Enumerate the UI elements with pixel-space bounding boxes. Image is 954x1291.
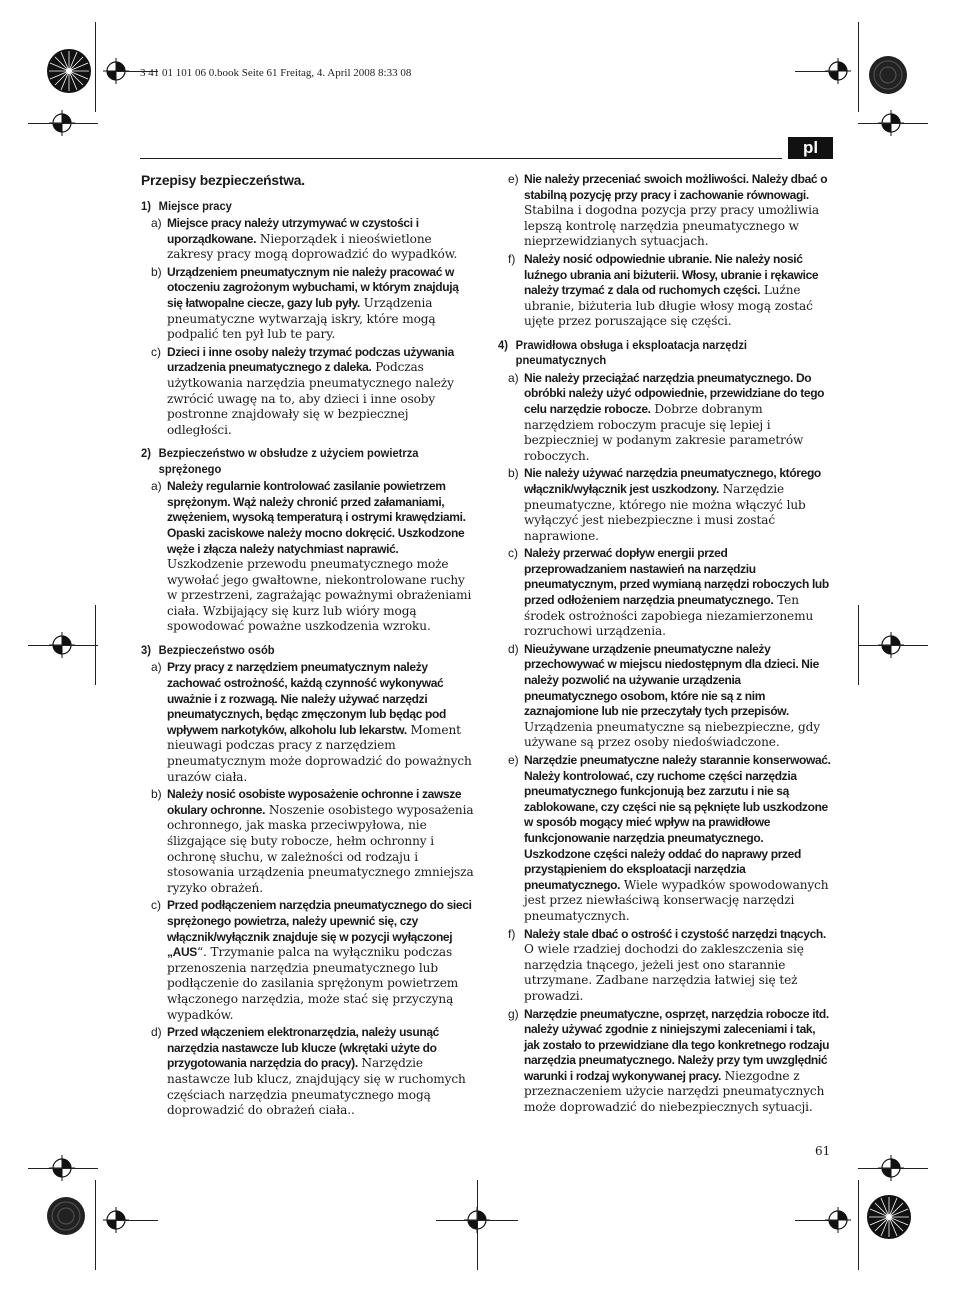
list-item [141,787,475,896]
page-number: 61 [815,1144,831,1158]
item-bold-text: Nie należy przeceniać swoich możliwości. Należy dbać o stabilną pozycję przy pracy i zachowanie równowagi. [524,172,828,202]
item-bold-text: Należy nosić osobiste wyposażenie ochronne i zawsze okulary ochronne. [167,787,462,817]
item-letter: c) [151,898,161,913]
section-number: 2) [141,446,151,461]
item-body [524,546,832,640]
item-text: Nieporządek i nieoświetlone zakresy pracy mogą doprowadzić do wypadków. [167,231,458,262]
running-head: 3 41 01 101 06 0.book Seite 61 Freitag, 4. April 2008 8:33 08 [140,67,412,79]
list-item [498,371,832,465]
section-number: 4) [498,337,508,352]
list-item [498,642,832,751]
list-item [498,927,832,1005]
right-sections [498,172,832,1116]
item-letter: a) [508,370,519,385]
item-body [167,216,475,263]
item-bold-text: Narzędzie pneumatyczne, osprzęt, narzędzia robocze itd. należy używać zgodnie z niniejszymi zaleceniami i tak, jak zostało to przewidziane dla tego konkretnego rodzaju narzędzia pneumatycznego. Należy przy tym uwzględnić warunki i rodzaj wykonywanej pracy. [524,1006,830,1083]
item-letter: a) [151,216,162,230]
item-text: Urządzenia pneumatyczne wytwarzają iskry, które mogą podpalić ten pył lub te pary. [167,295,436,342]
item-body [524,927,832,1005]
list-item [141,345,475,439]
item-body [167,479,475,635]
section-heading [141,199,475,214]
item-body [167,265,475,343]
section-heading-text: Bezpieczeństwo osób [158,643,275,658]
item-bold-text: Nie należy używać narzędzia pneumatycznego, którego włącznik/wyłącznik jest uszkodzony. [524,466,821,496]
item-letter: g) [508,1006,519,1021]
item-text: Uszkodzenie przewodu pneumatycznego może wywołać jego gwałtowne, niekontrolowane ruchy w przestrzeni, zagrażając poważnymi obrażeniami ciała. Wzbijający się kurz lub wióry mogą spowodować poważne uszkodzenia wzroku. [167,557,472,634]
item-bold-text: Narzędzie pneumatyczne należy starannie konserwować. Należy kontrolować, czy ruchome części narzędzia pneumatycznego funkcjonują bez zarzutu i nie są zablokowane, czy części nie są pęknięte lub uszkodzone w sposób mogący mieć wpływ na prawidłowe funkcjonowanie narzędzia pneumatycznego. Uszkodzone części należy oddać do naprawy przed przystąpieniem do eksploatacji narzędzia pneumatycznego. [524,753,831,892]
list-item [498,546,832,640]
item-body [524,753,832,925]
section-heading [498,338,832,369]
item-letter: e) [508,172,519,186]
item-bold-text: Należy stale dbać o ostrość i czystość narzędzi tnących. [524,926,826,941]
item-body [524,172,832,250]
header-rule [140,158,782,159]
item-text: Dobrze dobranym narzędziem roboczym pracuje się lepiej i bezpieczniej w podanym zakresie parametrów roboczych. [524,401,804,463]
left-sections [141,199,475,1119]
item-body [524,642,832,751]
item-text: Narzędzie pneumatyczne, którego nie można włączyć lub wyłączyć jest niebezpieczne i musi zostać naprawione. [524,481,806,543]
list-item [141,479,475,635]
section-heading [141,446,475,477]
right-column [498,172,832,1118]
item-bold-text: Przy pracy z narzędziem pneumatycznym należy zachować ostrożność, każdą czynność wykonywać uważnie i z rozwagą. Nie należy używać narzędzi pneumatycznych, będąc zmęczonym lub będąc pod wpływem narkotyków, alkoholu lub lekarstw. [167,660,446,737]
register-star-mark [868,55,908,95]
item-text: Ten środek ostrożności zapobiega niezamierzonemu rozruchowi urządzenia. [524,593,814,639]
item-bold-text: Nie należy przeciążać narzędzia pneumatycznego. Do obróbki należy użyć odpowiednie, przewidziane do tego celu narzędzie robocze. [524,370,825,416]
item-text: Narzędzie nastawcze lub klucz, znajdujący się w ruchomych częściach narzędzia pneumatycznego mogą doprowadzić do obrażeń ciała.. [167,1056,466,1118]
list-item [498,252,832,330]
item-body [167,898,475,1023]
list-item [141,898,475,1023]
list-item [498,172,832,250]
list-item [498,753,832,925]
item-bold-text: Przed podłączeniem narzędzia pneumatycznego do sieci sprężonego powietrza, należy upewnić się, czy włącznik/wyłącznik znajduje się w pozycji wyłączonej „AUS [167,898,472,960]
item-letter: d) [151,1025,162,1040]
item-letter: d) [508,641,519,656]
item-letter: c) [508,546,518,561]
item-text: Podczas użytkowania narzędzia pneumatycznego należy zwrócić uwagę na to, aby dzieci i inne osoby postronne znajdowały się w bezpiecznej odległości. [167,360,454,437]
register-star-mark [866,1194,912,1240]
item-bold-text: Należy regularnie kontrolować zasilanie powietrzem sprężonym. Wąż należy chronić przed załamaniami, zwężeniem, wysoką temperaturą i ostrymi krawędziami. Opaski zaciskowe należy mocno dokręcić. Uszkodzone węże i złącza należy natychmiast naprawić. [167,479,466,556]
section-heading-text: Miejsce pracy [158,198,232,213]
item-text: Moment nieuwagi podczas pracy z narzędziem pneumatycznym może doprowadzić do poważnych urazów ciała. [167,722,472,784]
item-text: Noszenie osobistego wyposażenia ochronnego, jak maska przeciwpyłowa, nie ślizgające się buty robocze, hełm ochronny i ochronę słuchu, w zależności od rodzaju i stosowania urządzenia pneumatycznego zmniejsza ryzyko obrażeń. [167,802,474,895]
item-letter: a) [151,479,162,494]
item-letter: f) [508,926,516,941]
item-text: O wiele rzadziej dochodzi do zakleszczenia się narzędzia tnącego, jeżeli jest ono starannie utrzymane. Zadbane narzędzia łatwiej się też prowadzi. [524,942,804,1003]
item-bold-text: Należy przerwać dopływ energii przed przeprowadzaniem nastawień na narzędziu pneumatycznym, przed wymianą narzędzi roboczych lub przed odłożeniem narzędzia pneumatycznego. [524,546,829,608]
item-letter: b) [508,466,519,481]
item-body [524,1007,832,1116]
item-bold-text: Miejsce pracy należy utrzymywać w czystości i uporządkowane. [167,216,419,246]
item-letter: c) [151,344,161,359]
item-body [167,660,475,785]
item-text: Wiele wypadków spowodowanych jest przez niewłaściwą konserwację narzędzi pneumatycznych. [524,877,829,923]
item-body [167,1025,475,1119]
list-item [141,660,475,785]
item-body [524,466,832,544]
left-column [141,172,475,1121]
list-item [141,1025,475,1119]
item-letter: f) [508,251,516,266]
item-letter: a) [151,660,162,675]
section-heading-text: Prawidłowa obsługa i eksploatacja narzędzi pneumatycznych [515,337,748,368]
list-item [498,1007,832,1116]
item-text: Stabilna i dogodna pozycja przy pracy umożliwia lepszą kontrolę narzędzia pneumatycznego w nieprzewidzianych sytuacjach. [524,203,819,249]
page-title: Przepisy bezpieczeństwa. [141,173,305,188]
item-body [524,252,832,330]
item-letter: e) [508,753,519,767]
section-number: 3) [141,643,151,658]
item-letter: b) [151,787,162,802]
item-text: “. Trzymanie palca na wyłączniku podczas przenoszenia narzędzia pneumatycznego lub podłączenie do zasilania sprężonym powietrzem włączonego narzędzia, może stać się przyczyną wypadków. [167,945,459,1022]
item-bold-text: Nieużywane urządzenie pneumatyczne należy przechowywać w miejscu niedostępnym dla dzieci. Nie należy pozwolić na używanie urządzenia pneumatycznego osobom, które nie są z nim zaznajomione lub nie przeczytały tych przepisów. [524,641,819,719]
item-text: Urządzenia pneumatyczne są niebezpieczne, gdy używane są przez osoby niedoświadczone. [524,719,821,750]
list-item [141,265,475,343]
register-star-mark [46,48,92,94]
section-heading [141,643,475,658]
register-star-mark [46,1196,86,1236]
item-bold-text: Należy nosić odpowiednie ubranie. Nie należy nosić luźnego ubrania ani biżuterii. Włosy, ubranie i rękawice należy trzymać z dala od ruchomych części. [524,251,819,298]
item-text: Niezgodne z przeznaczeniem użycie narzędzi pneumatycznych może doprowadzić do niebezpiecznych sytuacji. [524,1068,825,1115]
section-number: 1) [141,198,151,213]
item-bold-text: Dzieci i inne osoby należy trzymać podczas używania urzadzenia pneumatycznego z daleka. [167,344,454,375]
list-item [498,466,832,544]
item-bold-text: Urządzeniem pneumatycznym nie należy pracować w otoczeniu zagrożonym wybuchami, w którym znajdują się łatwopalne ciecze, gazy lub pyły. [167,264,459,310]
item-body [167,787,475,896]
item-letter: b) [151,264,162,279]
item-bold-text: Przed włączeniem elektronarzędzia, należy usunąć narzędzia nastawcze lub klucze (wkrętaki użyte do przygotowania narzędzia do pracy). [167,1025,439,1071]
section-heading-text: Bezpieczeństwo w obsłudze z użyciem powietrza sprężonego [158,446,419,476]
item-body [167,345,475,439]
item-body [524,371,832,465]
list-item [141,216,475,263]
language-tab: pl [788,137,833,159]
item-text: Luźne ubranie, biżuteria lub długie włosy mogą zostać ujęte przez poruszające się części. [524,283,813,329]
